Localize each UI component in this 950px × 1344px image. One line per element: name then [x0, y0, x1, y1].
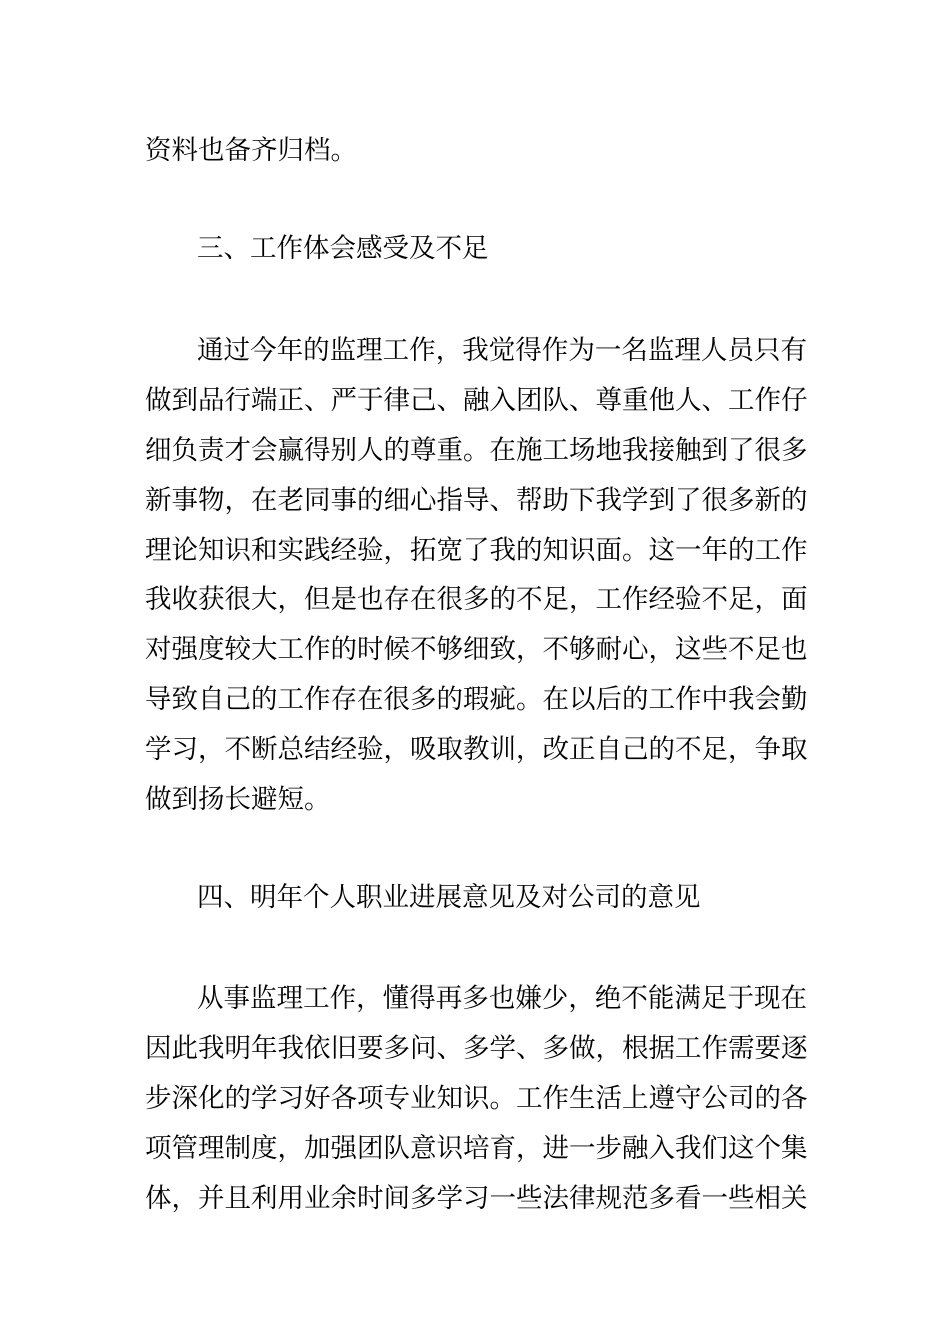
paragraph-line: 因此我明年我依旧要多问、多学、多做，根据工作需要逐	[145, 1034, 807, 1064]
section-heading-4: 四、明年个人职业进展意见及对公司的意见	[197, 882, 701, 913]
section-heading-3: 三、工作体会感受及不足	[197, 233, 489, 264]
paragraph-line: 导致自己的工作存在很多的瑕疵。在以后的工作中我会勤	[145, 685, 807, 715]
paragraph-line: 通过今年的监理工作，我觉得作为一名监理人员只有	[197, 336, 807, 366]
paragraph-line: 细负责才会赢得别人的尊重。在施工场地我接触到了很多	[145, 436, 807, 466]
paragraph-line: 我收获很大，但是也存在很多的不足，工作经验不足，面	[145, 585, 807, 615]
paragraph-line: 做到扬长避短。	[145, 785, 331, 815]
paragraph-line: 做到品行端正、严于律己、融入团队、尊重他人、工作仔	[145, 386, 807, 416]
paragraph-line: 学习，不断总结经验，吸取教训，改正自己的不足，争取	[145, 735, 807, 765]
paragraph-line: 步深化的学习好各项专业知识。工作生活上遵守公司的各	[145, 1084, 807, 1114]
paragraph-line: 体，并且利用业余时间多学习一些法律规范多看一些相关	[145, 1184, 807, 1214]
paragraph-line: 从事监理工作，懂得再多也嫌少，绝不能满足于现在	[197, 984, 807, 1014]
paragraph-line: 对强度较大工作的时候不够细致，不够耐心，这些不足也	[145, 635, 807, 665]
paragraph-line: 理论知识和实践经验，拓宽了我的知识面。这一年的工作	[145, 536, 807, 566]
paragraph-line: 资料也备齐归档。	[145, 136, 357, 166]
paragraph-line: 项管理制度，加强团队意识培育，进一步融入我们这个集	[145, 1134, 807, 1164]
paragraph-line: 新事物，在老同事的细心指导、帮助下我学到了很多新的	[145, 486, 807, 516]
